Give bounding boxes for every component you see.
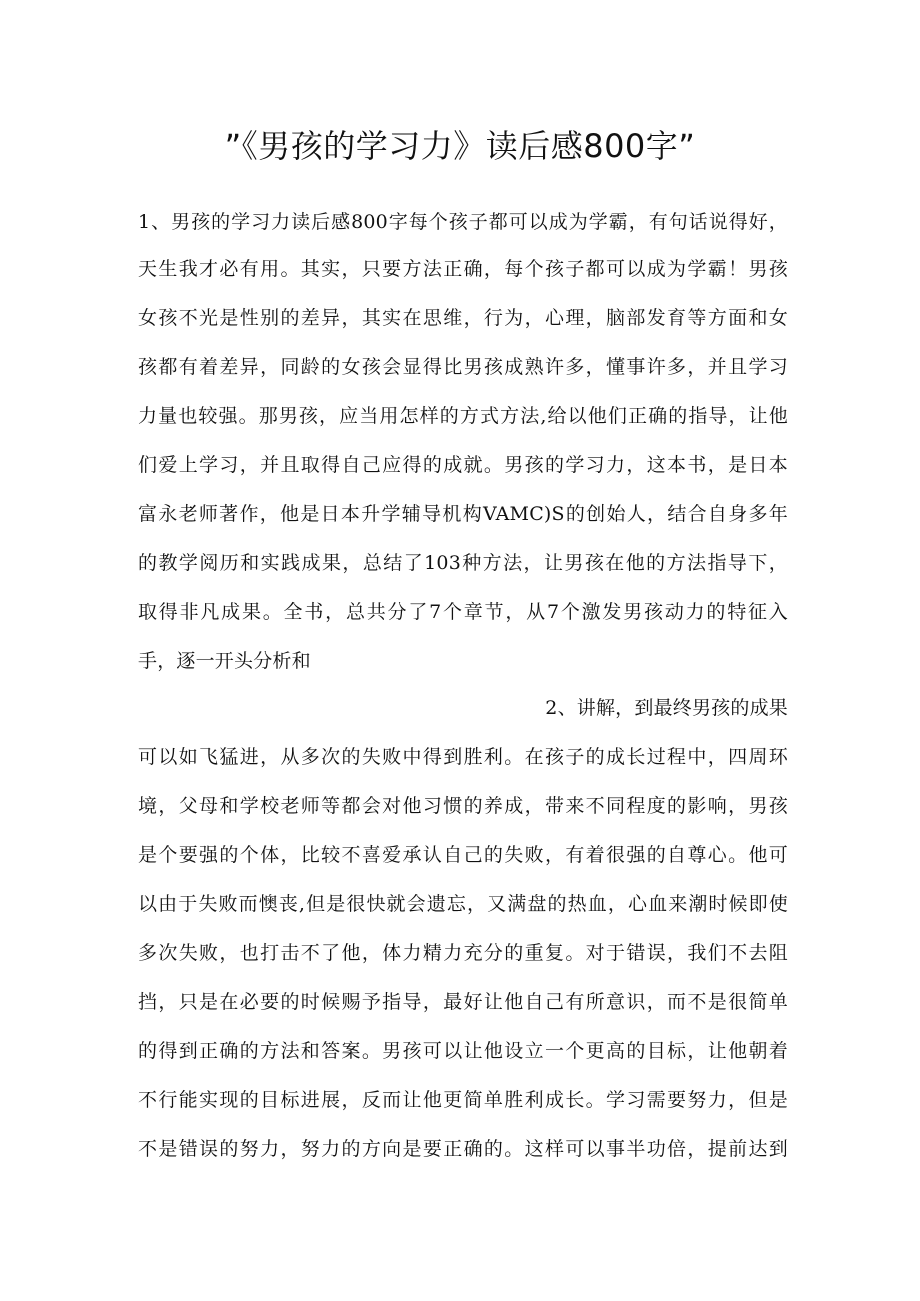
paragraph-2-line-6: 多次失败，也打击不了他，体力精力充分的重复。对于错误，我们不去阻 [138,942,788,964]
paragraph-2-line-5: 以由于失败而懊丧,但是很快就会遗忘，又满盘的热血，心血来潮时候即使 [138,893,788,915]
document-title: ”《男孩的学习力》读后感800字” [224,127,696,165]
paragraph-1-line-5: 力量也较强。那男孩，应当用怎样的方式方法,给以他们正确的指导，让他 [138,405,788,427]
paragraph-2-line-10: 不是错误的努力，努力的方向是要正确的。这样可以事半功倍，提前达到 [138,1138,788,1160]
paragraph-1-line-1: 1、男孩的学习力读后感800字每个孩子都可以成为学霸，有句话说得好， [138,211,788,233]
paragraph-2-line-1: 2、讲解，到最终男孩的成果 [545,697,788,719]
paragraph-2-line-8: 的得到正确的方法和答案。男孩可以让他设立一个更高的目标，让他朝着 [138,1040,788,1062]
paragraph-1-line-2: 天生我才必有用。其实，只要方法正确，每个孩子都可以成为学霸！男孩 [138,258,788,280]
paragraph-2-line-9: 不行能实现的目标进展，反而让他更简单胜利成长。学习需要努力，但是 [138,1089,788,1111]
paragraph-2-line-2: 可以如飞猛进，从多次的失败中得到胜利。在孩子的成长过程中，四周环 [138,746,788,768]
paragraph-1-line-9: 取得非凡成果。全书，总共分了7个章节，从7个激发男孩动力的特征入 [138,601,788,623]
paragraph-1-line-3: 女孩不光是性别的差异，其实在思维，行为，心理，脑部发育等方面和女 [138,307,788,329]
paragraph-2-line-4: 是个要强的个体，比较不喜爱承认自己的失败，有着很强的自尊心。他可 [138,844,788,866]
paragraph-1-line-8: 的教学阅历和实践成果，总结了103种方法，让男孩在他的方法指导下， [138,552,788,574]
paragraph-1-line-10: 手，逐一开头分析和 [138,650,311,672]
paragraph-1-line-4: 孩都有着差异，同龄的女孩会显得比男孩成熟许多，懂事许多，并且学习 [138,356,788,378]
paragraph-2-line-3: 境，父母和学校老师等都会对他习惯的养成，带来不同程度的影响，男孩 [138,795,788,817]
paragraph-2-line-7: 挡，只是在必要的时候赐予指导，最好让他自己有所意识，而不是很简单 [138,991,788,1013]
paragraph-1-line-6: 们爱上学习，并且取得自己应得的成就。男孩的学习力，这本书，是日本 [138,454,788,476]
paragraph-1-line-7: 富永老师著作，他是日本升学辅导机构VAMC)S的创始人，结合自身多年 [138,503,788,525]
